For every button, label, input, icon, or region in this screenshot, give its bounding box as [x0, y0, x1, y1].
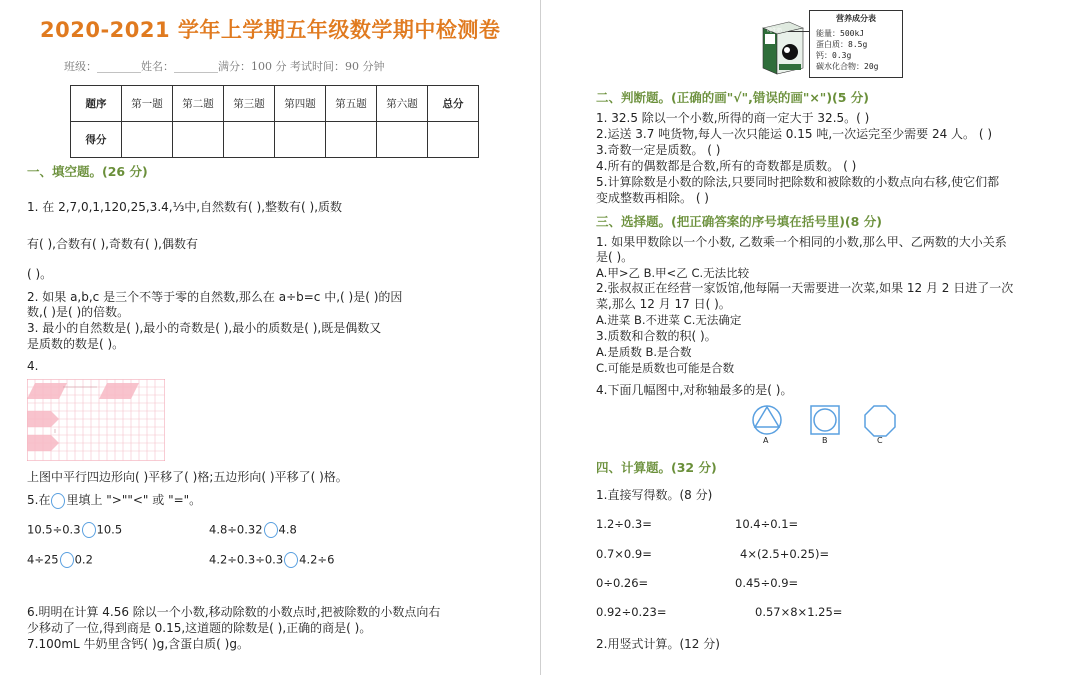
mc-line: 是( )。 [596, 250, 634, 264]
shape-c-octagon-icon [865, 406, 895, 436]
section-true-false: 二、判断题。(正确的画"√",错误的画"×")(5 分) [596, 90, 870, 105]
comparison-right: 10.5 [96, 522, 123, 537]
question-4-text: 上图中平行四边形向( )平移了( )格;五边形向( )平移了( )格。 [27, 470, 348, 484]
tf-item: 变成整数再相除。 ( ) [596, 191, 709, 205]
question-5-line [27, 492, 201, 509]
shape-label-c: C [877, 436, 883, 445]
question-1-line3: ( )。 [27, 267, 53, 281]
score-cell: 得分 [71, 122, 122, 158]
calc-item: 0.57×8×1.25= [755, 605, 843, 619]
shape-label-b: B [822, 436, 828, 445]
question-5-tail: 里填上 ">""<" 或 "="。 [66, 493, 202, 507]
score-input-cell[interactable] [428, 122, 479, 158]
question-6-line2: 少移动了一位,得到商是 0.15,这道题的除数是( ),正确的商是( )。 [27, 621, 372, 635]
score-table-header-row [71, 86, 479, 122]
comparison-circle-icon[interactable] [264, 522, 278, 538]
left-page [0, 0, 538, 675]
calc-item: 4×(2.5+0.25)= [740, 547, 830, 561]
shape-label-a: A [763, 436, 769, 445]
comparison-circle-icon[interactable] [82, 522, 96, 538]
mc-line: 菜,那么 12 月 17 日( )。 [596, 297, 731, 311]
score-table [70, 85, 479, 158]
calc-item: 1.2÷0.3= [596, 517, 652, 531]
section-calculation: 四、计算题。(32 分) [596, 460, 717, 475]
mc-options: A.进菜 B.不进菜 C.无法确定 [596, 313, 742, 327]
callout-line [788, 31, 810, 32]
comparison-right: 4.2÷6 [299, 552, 335, 567]
mc-line: 1. 如果甲数除以一个小数, 乙数乘一个相同的小数,那么甲、乙两数的大小关系 [596, 235, 1007, 249]
comparison-circle-icon[interactable] [60, 552, 74, 568]
score-cell: 第三题 [224, 86, 275, 122]
right-page [544, 0, 1080, 675]
comparison-item [27, 552, 93, 568]
score-cell: 第四题 [275, 86, 326, 122]
comparison-left: 4.2÷0.3÷0.3 [209, 552, 284, 567]
score-input-cell[interactable] [377, 122, 428, 158]
score-input-cell[interactable] [173, 122, 224, 158]
question-3-line2: 是质数的数是( )。 [27, 337, 125, 351]
mc-line: 2.张叔叔正在经营一家饭馆,他每隔一天需要进一次菜,如果 12 月 2 日进了一次 [596, 281, 1014, 295]
shape-b-square-circle-icon [811, 406, 839, 434]
score-input-cell[interactable] [275, 122, 326, 158]
calc-item: 0.45÷0.9= [735, 576, 799, 590]
translation-grid-figure [27, 379, 165, 461]
nutrition-line: 蛋白质：8.5g [816, 40, 868, 49]
score-cell: 第五题 [326, 86, 377, 122]
calc-heading: 1.直接写得数。(8 分) [596, 488, 713, 502]
score-input-cell[interactable] [122, 122, 173, 158]
nutrition-title: 营养成分表 [836, 14, 876, 23]
question-6-line1: 6.明明在计算 4.56 除以一个小数,移动除数的小数点时,把被除数的小数点向右 [27, 605, 441, 619]
question-3-line1: 3. 最小的自然数是( ),最小的奇数是( ),最小的质数是( ),既是偶数又 [27, 321, 382, 335]
nutrition-line: 能量：500kJ [816, 29, 865, 38]
score-cell: 题序 [71, 86, 122, 122]
tf-item: 3.奇数一定是质数。 ( ) [596, 143, 721, 157]
calc-item: 0÷0.26= [596, 576, 649, 590]
score-cell: 第二题 [173, 86, 224, 122]
question-1-line2: 有( ),合数有( ),奇数有( ),偶数有 [27, 237, 198, 251]
mc-options: A.是质数 B.是合数 [596, 345, 692, 359]
score-input-cell[interactable] [326, 122, 377, 158]
nutrition-line: 碳水化合物：20g [816, 62, 879, 71]
score-cell: 第一题 [122, 86, 173, 122]
calc-item: 10.4÷0.1= [735, 517, 799, 531]
calc-item: 0.92÷0.23= [596, 605, 667, 619]
comparison-item [27, 522, 122, 538]
score-cell: 总分 [428, 86, 479, 122]
comparison-circle-icon [51, 493, 65, 509]
mc-options: C.可能是质数也可能是合数 [596, 361, 735, 375]
comparison-left: 10.5÷0.3 [27, 522, 81, 537]
section-fill-blank: 一、填空题。(26 分) [27, 164, 148, 179]
calc-vertical-heading: 2.用竖式计算。(12 分) [596, 637, 720, 651]
nutrition-line: 钙：0.3g [816, 51, 852, 60]
score-input-cell[interactable] [224, 122, 275, 158]
exam-title: 2020-2021 学年上学期五年级数学期中检测卷 [40, 18, 501, 42]
tf-item: 5.计算除数是小数的除法,只要同时把除数和被除数的小数点向右移,使它们都 [596, 175, 1000, 189]
page-divider [540, 0, 541, 675]
comparison-item [209, 522, 297, 538]
mc-line: 4.下面几幅图中,对称轴最多的是( )。 [596, 383, 793, 397]
section-multiple-choice: 三、选择题。(把正确答案的序号填在括号里)(8 分) [596, 214, 882, 229]
question-4-label: 4. [27, 359, 39, 373]
comparison-left: 4÷25 [27, 552, 59, 567]
question-7: 7.100mL 牛奶里含钙( )g,含蛋白质( )g。 [27, 637, 249, 651]
comparison-item [209, 552, 334, 568]
question-5-label: 5.在 [27, 493, 51, 507]
tf-item: 1. 32.5 除以一个小数,所得的商一定大于 32.5。( ) [596, 111, 870, 125]
question-1-line1: 1. 在 2,7,0,1,120,25,3.4,⅓中,自然数有( ),整数有( ),质数 [27, 200, 343, 214]
mc-options: A.甲>乙 B.甲<乙 C.无法比较 [596, 266, 750, 280]
student-info-line: 班级：________姓名：________满分：100 分 考试时间：90 分钟 [64, 60, 385, 73]
comparison-left: 4.8÷0.32 [209, 522, 263, 537]
nutrition-facts-table [809, 10, 903, 78]
comparison-right: 0.2 [74, 552, 93, 567]
tf-item: 4.所有的偶数都是合数,所有的奇数都是质数。 ( ) [596, 159, 857, 173]
question-2-line1: 2. 如果 a,b,c 是三个不等于零的自然数,那么在 a÷b=c 中,( )是( )的因 [27, 290, 403, 304]
calc-item: 0.7×0.9= [596, 547, 652, 561]
mc-line: 3.质数和合数的积( )。 [596, 329, 717, 343]
shape-a-circle-triangle-icon [753, 406, 781, 434]
comparison-right: 4.8 [278, 522, 297, 537]
milk-carton-label: 纯牛奶 [767, 28, 783, 34]
score-cell: 第六题 [377, 86, 428, 122]
comparison-circle-icon[interactable] [284, 552, 298, 568]
tf-item: 2.运送 3.7 吨货物,每人一次只能运 0.15 吨,一次运完至少需要 24 人。 ( ) [596, 127, 993, 141]
question-2-line2: 数,( )是( )的倍数。 [27, 305, 130, 319]
score-table-score-row [71, 122, 479, 158]
